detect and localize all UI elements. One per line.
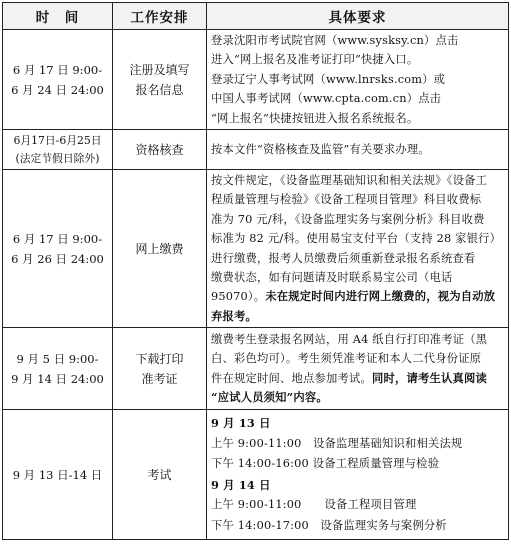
exam-schedule-table [2,2,509,540]
exam-day-date: 9 月 14 日 [211,477,271,492]
requirements-cell: 登录沈阳市考试院官网（www.sysksy.cn）点击 进入“网上报名及准考证打印”快捷入口。 登录辽宁人事考试网（www.lnrsks.com）或 中国人事考试网（www.cpta.com.cn）点击 “网上报名”快捷按钮进入报名系统报名。 [207,30,509,130]
auto-forfeit-warning: 未在规定时间内进行网上缴费的，视为自动放 [265,289,496,304]
header-requirements: 具体要求 [207,3,509,30]
task-cell: 考试 [113,410,207,540]
time-cell: 6月17日-6月25日 (法定节假日除外) [3,130,113,170]
table-row [3,130,509,170]
time-cell: 9 月 13 日-14 日 [3,410,113,540]
requirements-cell: 缴费考生登录报名网站，用 A4 纸自行打印准考证（黑 白、彩色均可）。考生须凭准考证和本人二代身份证原 件在规定时间、地点参加考试。同时，请考生认真阅读 “应试人员须知”内容。 [207,328,509,410]
time-cell: 9 月 5 日 9:00- 9 月 14 日 24:00 [3,328,113,410]
task-cell: 注册及填写 报名信息 [113,30,207,130]
table-row [3,410,509,540]
table-row [3,328,509,410]
requirements-cell: 9 月 13 日 上午 9:00-11:00 设备监理基础知识和相关法规 下午 14:00-16:00 设备工程质量管理与检验 9 月 14 日 上午 9:00-11:00 设备工程项目管理 下午 14:00-17:00 设备监理实务与案例分析 [207,410,509,540]
time-cell: 6 月 17 日 9:00- 6 月 24 日 24:00 [3,30,113,130]
read-notice-warning: 同时，请考生认真阅读 [371,370,487,385]
task-cell: 网上缴费 [113,170,207,328]
time-cell: 6 月 17 日 9:00- 6 月 26 日 24:00 [3,170,113,328]
task-cell: 下载打印 准考证 [113,328,207,410]
requirements-cell: 按本文件“资格核查及监管”有关要求办理。 [207,130,509,170]
task-cell: 资格核查 [113,130,207,170]
exam-day-date: 9 月 13 日 [211,416,271,431]
header-row [3,3,509,30]
table-row [3,30,509,130]
header-task: 工作安排 [113,3,207,30]
requirements-cell: 按文件规定，《设备监理基础知识和相关法规》《设备工 程质量管理与检验》《设备工程项目管理》科目收费标 准为 70 元/科，《设备监理实务与案例分析》科目收费 标准为 82 元/科。使用易宝支付平台（支持 28 家银行） 进行缴费，报考人员缴费后须重新登录报名系统查看 缴费状态，如有问题请及时联系易宝公司（电话 95070）。未在规定时间内进行网上缴费的，视为自动放 弃报考。 [207,170,509,328]
header-time: 时 间 [3,3,113,30]
table-row [3,170,509,328]
